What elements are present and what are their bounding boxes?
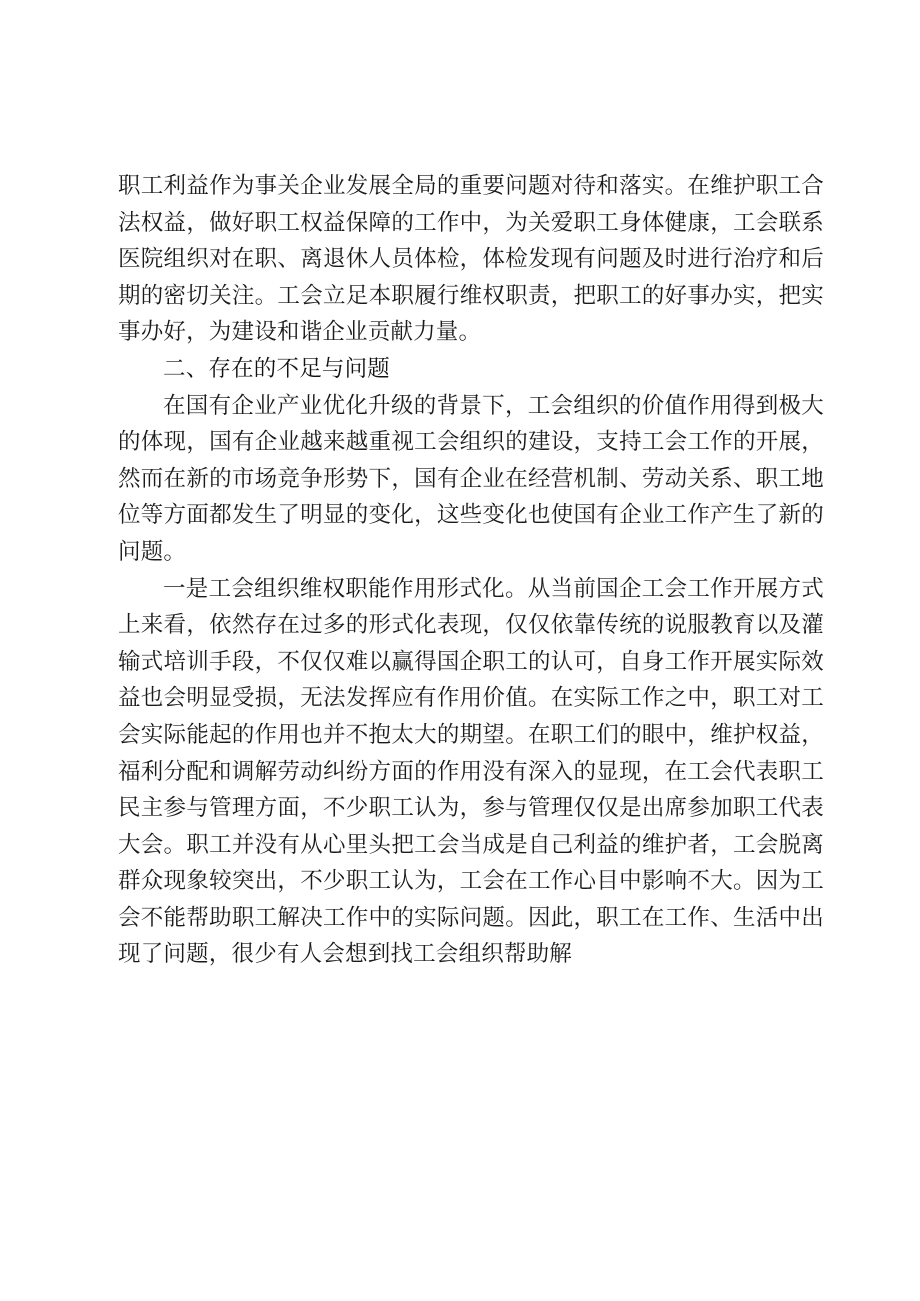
document-body: [118, 168, 824, 973]
paragraph-background: 在国有企业产业优化升级的背景下，工会组织的价值作用得到极大的体现，国有企业越来越重视工会组织的建设，支持工会工作的开展，然而在新的市场竞争形势下，国有企业在经营机制、劳动关系、职工地位等方面都发生了明显的变化，这些变化也使国有企业工作产生了新的问题。: [118, 392, 824, 565]
paragraph-issue-one: 一是工会组织维权职能作用形式化。从当前国企工会工作开展方式上来看，依然存在过多的形式化表现，仅仅依靠传统的说服教育以及灌输式培训手段，不仅仅难以赢得国企职工的认可，自身工作开展实际效益也会明显受损，无法发挥应有作用价值。在实际工作之中，职工对工会实际能起的作用也并不抱太大的期望。在职工们的眼中，维护权益，福利分配和调解劳动纠纷方面的作用没有深入的显现，在工会代表职工民主参与管理方面，不少职工认为，参与管理仅仅是出席参加职工代表大会。职工并没有从心里头把工会当成是自己利益的维护者，工会脱离群众现象较突出，不少职工认为，工会在工作心目中影响不大。因为工会不能帮助职工解决工作中的实际问题。因此，职工在工作、生活中出现了问题，很少有人会想到找工会组织帮助解: [118, 575, 824, 968]
paragraph-continuation: 职工利益作为事关企业发展全局的重要问题对待和落实。在维护职工合法权益，做好职工权益保障的工作中，为关爱职工身体健康，工会联系医院组织对在职、离退休人员体检，体检发现有问题及时进行治疗和后期的密切关注。工会立足本职履行维权职责，把职工的好事办实，把实事办好，为建设和谐企业贡献力量。: [118, 173, 824, 346]
section-heading: 二、存在的不足与问题: [163, 355, 391, 382]
